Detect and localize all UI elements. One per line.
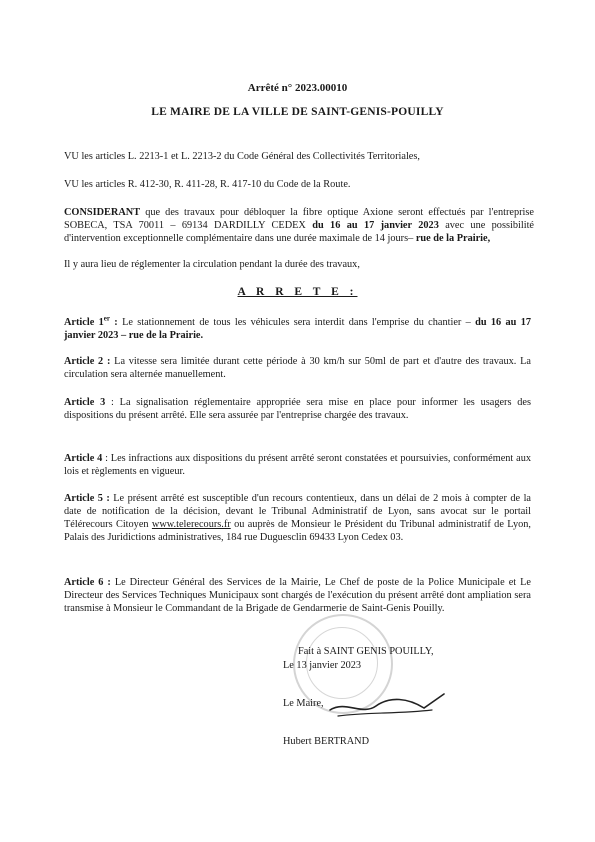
issuer-heading: LE MAIRE DE LA VILLE DE SAINT-GENIS-POUILLY xyxy=(151,106,444,118)
article-3 xyxy=(64,396,531,422)
signature-role: Le Maire, xyxy=(283,698,324,709)
article-4-text: : Les infractions aux dispositions du présent arrêté seront constatées et poursuivies, conformément aux lois et règlements en vigueur. xyxy=(64,453,531,477)
vu-line-2: VU les articles R. 412-30, R. 411-28, R. 417-10 du Code de la Route. xyxy=(64,179,351,190)
article-2 xyxy=(64,355,531,381)
article-3-text: : La signalisation réglementaire appropriée sera mise en place pour informer les usagers des dispositions du présent arrêté. Elle sera assurée par l'entreprise chargée des travaux. xyxy=(64,397,531,421)
considerant-paragraph xyxy=(64,206,534,245)
article-1-dates: du 16 au 17 janvier 2023 – rue de la Prairie. xyxy=(64,317,531,341)
considerant-text-1: que des travaux pour débloquer la fibre optique Axione seront effectués par l'entreprise SOBECA, TSA 70011 – 69134 DARDILLY CEDEX xyxy=(64,207,534,231)
article-5-label: Article 5 : xyxy=(64,493,110,504)
considerant-line-2: Il y aura lieu de réglementer la circulation pendant la durée des travaux, xyxy=(64,259,360,270)
considerant-dates: du 16 au 17 janvier 2023 xyxy=(312,220,439,231)
article-3-label: Article 3 xyxy=(64,397,106,408)
article-1 xyxy=(64,316,531,342)
article-6-text: Le Directeur Général des Services de la Mairie, Le Chef de poste de la Police Municipale et Le Directeur des Services Techniques Municipaux sont chargés de l'exécution du présent arrêté dont ampliation sera transmise à Monsieur le Commandant de la Brigade de Gendarmerie de Saint-Genis Pouilly. xyxy=(64,577,531,614)
signature-date: Le 13 janvier 2023 xyxy=(283,660,362,671)
considerant-place: rue de la Prairie, xyxy=(415,233,491,244)
article-4-label: Article 4 xyxy=(64,453,103,464)
telerecours-link[interactable]: www.telerecours.fr xyxy=(151,519,231,530)
considerant-lead: CONSIDERANT xyxy=(64,207,141,218)
considerant-text-2: avec une possibilité d'intervention exceptionnelle complémentaire dans une durée maximale de 14 jours– xyxy=(64,220,534,244)
article-6 xyxy=(64,576,531,615)
article-2-text: La vitesse sera limitée durant cette période à 30 km/h sur 50ml de part et d'autre des travaux. La circulation sera alternée manuellement. xyxy=(64,356,531,380)
article-5-text-1: Le présent arrêté est susceptible d'un recours contentieux, dans un délai de 2 mois à compter de la date de notification de la décision, devant le Tribunal Administratif de Lyon, sans avocat sur le portail Télérecours Citoyen xyxy=(64,493,531,530)
article-1-text: Le stationnement de tous les véhicules sera interdit dans l'emprise du chantier – xyxy=(122,317,476,328)
article-2-label: Article 2 : xyxy=(64,356,115,367)
signature-place: Fait à SAINT GENIS POUILLY, xyxy=(298,646,434,657)
decree-number: Arrêté n° 2023.00010 xyxy=(247,82,348,94)
article-4 xyxy=(64,452,531,478)
article-5-text-2: ou auprès de Monsieur le Président du Tribunal administratif de Lyon, Palais des Juridictions administratives, 184 rue Duguesclin 69433 Lyon Cedex 03. xyxy=(64,519,531,543)
article-5 xyxy=(64,492,531,544)
handwritten-signature xyxy=(328,688,448,724)
arrete-heading: A R R E T E : xyxy=(237,286,358,298)
signatory-name: Hubert BERTRAND xyxy=(283,736,370,747)
vu-line-1: VU les articles L. 2213-1 et L. 2213-2 du Code Général des Collectivités Territoriales, xyxy=(64,151,420,162)
article-6-label: Article 6 : xyxy=(64,577,111,588)
article-1-label: Article 1er : xyxy=(64,314,123,328)
